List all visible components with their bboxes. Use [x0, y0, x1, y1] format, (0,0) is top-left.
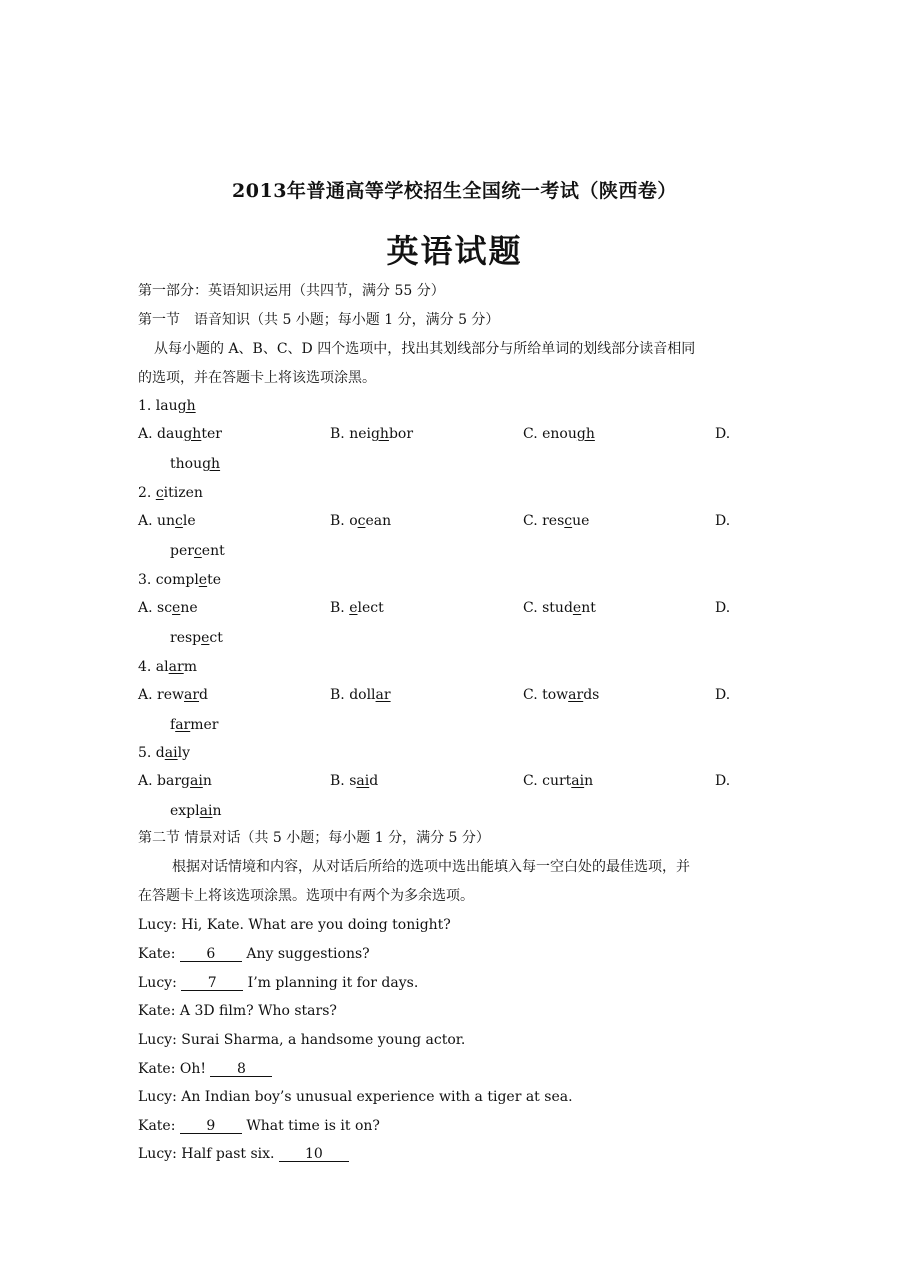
- underlined-letters: ar: [175, 717, 191, 733]
- underlined-letters: e: [201, 630, 210, 646]
- option-c: [523, 513, 589, 529]
- word-suffix: d: [199, 687, 208, 703]
- underlined-letters: c: [155, 485, 164, 501]
- dialogue-line: [138, 1060, 272, 1078]
- word-prefix: expl: [170, 803, 200, 819]
- word-prefix: A. sc: [138, 600, 173, 616]
- dialogue-text: Kate:: [138, 946, 180, 962]
- option-d-word: [170, 803, 221, 819]
- word-prefix: 3. compl: [138, 572, 199, 588]
- option-d-label: D.: [715, 600, 731, 616]
- option-a: [138, 600, 198, 616]
- word-suffix: n: [202, 773, 212, 789]
- option-d-label: D.: [715, 687, 731, 703]
- answer-blank[interactable]: 10: [279, 1147, 349, 1162]
- section1-heading: 第一节 语音知识（共 5 小题；每小题 1 分，满分 5 分）: [138, 312, 500, 328]
- word-prefix: A. barg: [138, 773, 190, 789]
- option-a: [138, 687, 208, 703]
- answer-blank[interactable]: 7: [181, 976, 243, 991]
- option-b: [330, 773, 378, 789]
- answer-blank[interactable]: 9: [180, 1119, 242, 1134]
- word-suffix: lect: [357, 600, 384, 616]
- underlined-letters: gh: [183, 426, 202, 442]
- question-stem: [138, 658, 197, 676]
- word-prefix: B. s: [330, 773, 357, 789]
- underlined-letters: c: [175, 513, 183, 529]
- word-suffix: ent: [201, 543, 225, 559]
- option-d-word: [170, 717, 219, 733]
- word-suffix: le: [182, 513, 196, 529]
- dialogue-line: [138, 945, 370, 963]
- exam-title: 2013年普通高等学校招生全国统一考试（陕西卷）: [232, 180, 677, 202]
- dialogue-text: Kate: A 3D film? Who stars?: [138, 1003, 337, 1019]
- word-prefix: resp: [170, 630, 202, 646]
- section2-instruction-line2: 在答题卡上将该选项涂黑。选项中有两个为多余选项。: [138, 888, 474, 904]
- question-stem: [138, 571, 221, 589]
- option-d-label: D.: [715, 426, 731, 442]
- underlined-letters: ai: [571, 773, 585, 789]
- dialogue-text: What time is it on?: [241, 1118, 380, 1134]
- dialogue-text: Lucy: Hi, Kate. What are you doing tonight?: [138, 917, 451, 933]
- option-b: [330, 600, 384, 616]
- dialogue-line: [138, 974, 418, 992]
- option-d-label: D.: [715, 513, 731, 529]
- option-c: [523, 687, 599, 703]
- underlined-letters: c: [564, 513, 573, 529]
- word-suffix: mer: [190, 717, 219, 733]
- word-prefix: 4. al: [138, 659, 169, 675]
- word-suffix: d: [369, 773, 379, 789]
- option-b: [330, 426, 413, 442]
- option-c: [523, 600, 596, 616]
- word-prefix: A. rew: [138, 687, 184, 703]
- underlined-letters: ar: [568, 687, 584, 703]
- dialogue-line: [138, 1117, 380, 1135]
- underlined-letters: ai: [199, 803, 213, 819]
- option-c: [523, 426, 595, 442]
- word-prefix: f: [170, 717, 176, 733]
- option-d-word: [170, 543, 225, 559]
- option-a: [138, 426, 222, 442]
- dialogue-text: I’m planning it for days.: [243, 975, 419, 991]
- question-stem: [138, 484, 203, 502]
- underlined-letters: ar: [168, 659, 184, 675]
- question-stem: [138, 397, 196, 415]
- word-prefix: 1. lau: [138, 398, 178, 414]
- word-prefix: A. dau: [138, 426, 184, 442]
- underlined-letters: gh: [202, 456, 221, 472]
- option-c: [523, 773, 593, 789]
- option-d-word: [170, 630, 223, 646]
- word-prefix: B. doll: [330, 687, 376, 703]
- part1-heading: 第一部分：英语知识运用（共四节，满分 55 分）: [138, 283, 445, 299]
- option-b: [330, 513, 391, 529]
- underlined-letters: ar: [375, 687, 391, 703]
- word-prefix: thou: [170, 456, 203, 472]
- word-suffix: nt: [581, 600, 596, 616]
- underlined-letters: e: [198, 572, 208, 588]
- word-suffix: n: [584, 773, 594, 789]
- underlined-letters: e: [172, 600, 181, 616]
- word-suffix: ne: [180, 600, 198, 616]
- option-d-label: D.: [715, 773, 731, 789]
- underlined-letters: e: [572, 600, 582, 616]
- dialogue-text: Lucy: Surai Sharma, a handsome young actor.: [138, 1032, 466, 1048]
- underlined-letters: ai: [189, 773, 203, 789]
- underlined-letters: gh: [370, 426, 389, 442]
- underlined-letters: gh: [576, 426, 595, 442]
- underlined-letters: e: [349, 600, 358, 616]
- word-suffix: te: [207, 572, 222, 588]
- underlined-letters: ai: [164, 745, 178, 761]
- dialogue-text: Kate:: [138, 1118, 180, 1134]
- word-suffix: ter: [201, 426, 222, 442]
- dialogue-text: Any suggestions?: [241, 946, 370, 962]
- word-prefix: B. o: [330, 513, 358, 529]
- word-prefix: C. enou: [523, 426, 577, 442]
- section1-instruction-line2: 的选项，并在答题卡上将该选项涂黑。: [138, 370, 376, 386]
- word-prefix: 5. d: [138, 745, 165, 761]
- word-prefix: per: [170, 543, 194, 559]
- word-prefix: B.: [330, 600, 350, 616]
- word-suffix: ean: [365, 513, 392, 529]
- option-d-word: [170, 456, 220, 472]
- dialogue-text: Lucy:: [138, 975, 182, 991]
- section2-instruction-line1: 根据对话情境和内容，从对话后所给的选项中选出能填入每一空白处的最佳选项，并: [172, 859, 690, 875]
- option-b: [330, 687, 391, 703]
- word-prefix: 2.: [138, 485, 156, 501]
- word-suffix: itizen: [163, 485, 203, 501]
- word-suffix: ly: [177, 745, 190, 761]
- option-a: [138, 513, 196, 529]
- section2-heading: 第二节 情景对话（共 5 小题；每小题 1 分，满分 5 分）: [138, 830, 490, 846]
- word-suffix: ue: [572, 513, 590, 529]
- option-a: [138, 773, 212, 789]
- word-prefix: A. un: [138, 513, 176, 529]
- word-prefix: B. nei: [330, 426, 371, 442]
- dialogue-line: [138, 916, 451, 934]
- word-suffix: m: [183, 659, 197, 675]
- answer-blank[interactable]: 8: [210, 1062, 272, 1077]
- dialogue-line: [138, 1088, 573, 1106]
- question-stem: [138, 744, 190, 762]
- underlined-letters: c: [357, 513, 366, 529]
- underlined-letters: c: [193, 543, 202, 559]
- word-prefix: C. res: [523, 513, 565, 529]
- dialogue-text: Kate: Oh!: [138, 1061, 211, 1077]
- underlined-letters: ar: [183, 687, 200, 703]
- dialogue-text: Lucy: Half past six.: [138, 1146, 279, 1162]
- answer-blank[interactable]: 6: [180, 947, 242, 962]
- underlined-letters: gh: [177, 398, 196, 414]
- exam-subtitle: 英语试题: [386, 232, 523, 270]
- word-prefix: C. tow: [523, 687, 569, 703]
- word-suffix: ds: [583, 687, 600, 703]
- dialogue-line: [138, 1031, 465, 1049]
- section1-instruction-line1: 从每小题的 A、B、C、D 四个选项中，找出其划线部分与所给单词的划线部分读音相同: [154, 341, 696, 357]
- word-prefix: C. curt: [523, 773, 572, 789]
- dialogue-text: Lucy: An Indian boy’s unusual experience with a tiger at sea.: [138, 1089, 573, 1105]
- dialogue-line: [138, 1002, 337, 1020]
- word-suffix: ct: [209, 630, 223, 646]
- underlined-letters: ai: [356, 773, 370, 789]
- dialogue-line: [138, 1145, 349, 1163]
- word-suffix: bor: [388, 426, 414, 442]
- word-prefix: C. stud: [523, 600, 573, 616]
- word-suffix: n: [212, 803, 222, 819]
